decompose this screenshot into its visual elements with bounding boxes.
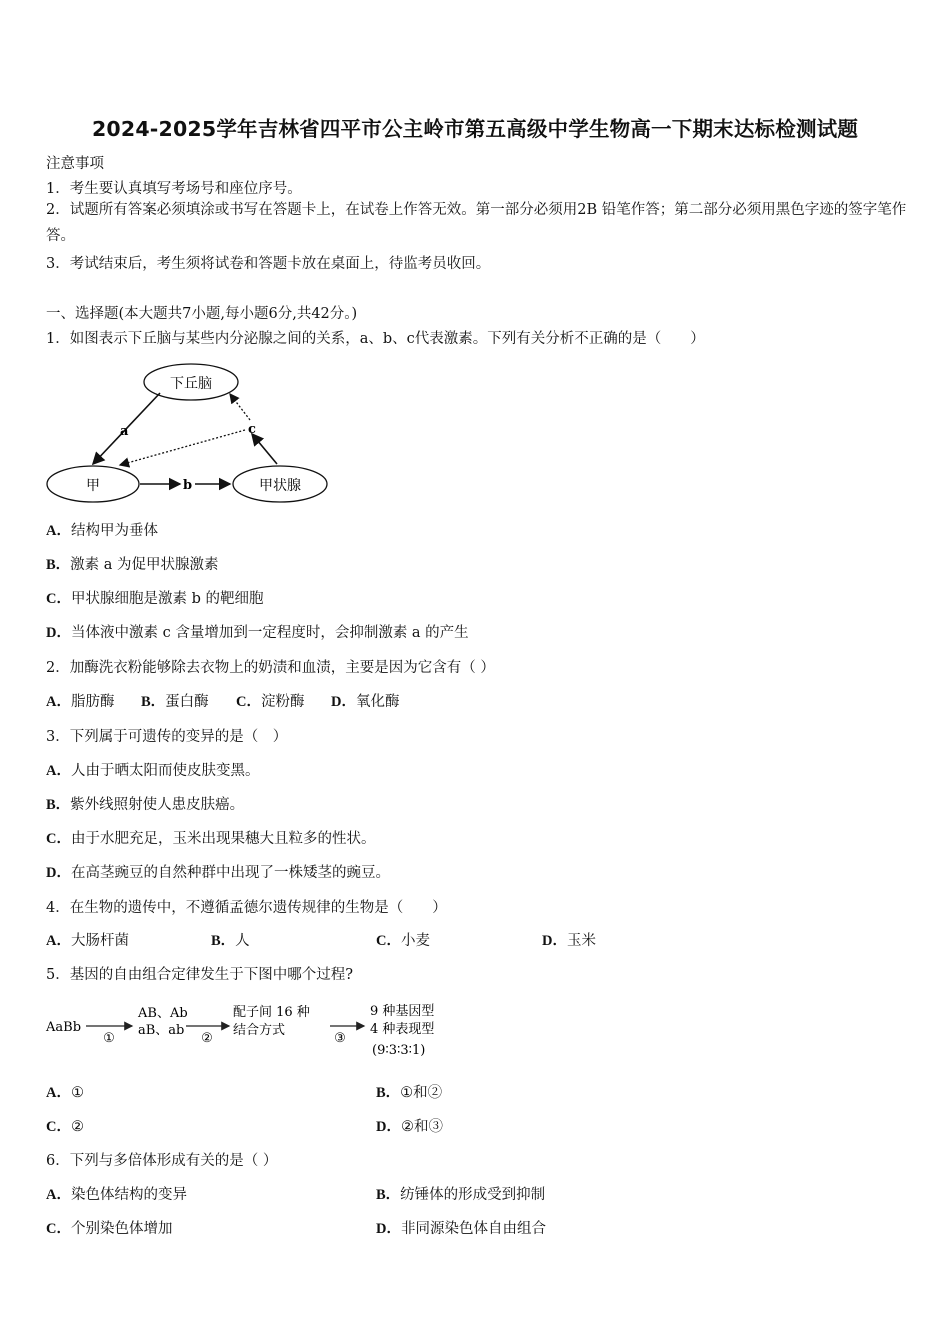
q5-option-d[interactable]: D．②和③ xyxy=(376,1119,443,1135)
q2-option-d[interactable]: D．氧化酶 xyxy=(331,694,400,710)
q5-gametes-2: aB、ab xyxy=(138,1023,185,1038)
q5-result-3: (9∶3∶3∶1) xyxy=(372,1043,426,1058)
label-b: b xyxy=(183,478,193,493)
q3-stem: 3．下列属于可遗传的变异的是（ ） xyxy=(46,729,288,745)
q3-option-b[interactable]: B．紫外线照射使人患皮肤癌。 xyxy=(46,797,245,813)
jia-label: 甲 xyxy=(86,478,100,494)
q1-stem: 1．如图表示下丘脑与某些内分泌腺之间的关系，a、b、c代表激素。下列有关分析不正确的是（ ） xyxy=(46,331,705,347)
notice-item-3: 3．考试结束后，考生须将试卷和答题卡放在桌面上，待监考员收回。 xyxy=(46,256,491,272)
q5-gametes-1: AB、Ab xyxy=(138,1006,188,1021)
q6-option-c[interactable]: C．个别染色体增加 xyxy=(46,1221,173,1237)
q4-option-d[interactable]: D．玉米 xyxy=(542,933,596,949)
q1-option-c[interactable]: C．甲状腺细胞是激素 b 的靶细胞 xyxy=(46,591,264,607)
q2-option-c[interactable]: C．淀粉酶 xyxy=(236,694,305,710)
q2-stem: 2．加酶洗衣粉能够除去衣物上的奶渍和血渍，主要是因为它含有（ ） xyxy=(46,660,495,676)
notice-heading: 注意事项 xyxy=(46,156,104,172)
q5-start: AaBb xyxy=(46,1020,82,1035)
q1-option-d[interactable]: D．当体液中激素 c 含量增加到一定程度时，会抑制激素 a 的产生 xyxy=(46,625,469,641)
q5-step-1: ① xyxy=(103,1031,115,1046)
q3-option-a[interactable]: A．人由于晒太阳而使皮肤变黑。 xyxy=(46,763,260,779)
q3-option-d[interactable]: D．在高茎豌豆的自然种群中出现了一株矮茎的豌豆。 xyxy=(46,865,390,881)
arrow-c-up xyxy=(252,434,277,464)
q2-option-b[interactable]: B．蛋白酶 xyxy=(141,694,209,710)
q1-diagram xyxy=(40,358,340,508)
q3-option-c[interactable]: C．由于水肥充足，玉米出现果穗大且粒多的性状。 xyxy=(46,831,376,847)
q5-step-2: ② xyxy=(201,1031,213,1046)
notice-item-1: 1．考生要认真填写考场号和座位序号。 xyxy=(46,181,302,197)
q6-option-a[interactable]: A．染色体结构的变异 xyxy=(46,1187,187,1203)
arrow-c-feedback-left xyxy=(120,430,245,465)
notice-item-2: 2．试题所有答案必须填涂或书写在答题卡上，在试卷上作答无效。第一部分必须用2B 铅笔作答；第二部分必须用黑色字迹的签字笔作答。 xyxy=(46,202,907,244)
q1-option-a[interactable]: A．结构甲为垂体 xyxy=(46,523,158,539)
q4-option-a[interactable]: A．大肠杆菌 xyxy=(46,933,129,949)
section-heading: 一、选择题(本大题共7小题,每小题6分,共42分。) xyxy=(46,306,358,322)
q5-diagram xyxy=(44,996,464,1062)
q2-option-a[interactable]: A．脂肪酶 xyxy=(46,694,115,710)
q5-option-c[interactable]: C．② xyxy=(46,1119,84,1135)
q5-combo-1: 配子间 16 种 xyxy=(233,1005,310,1020)
hypothalamus-label: 下丘脑 xyxy=(170,376,212,392)
arrow-c-feedback-top xyxy=(230,394,250,420)
q5-stem: 5．基因的自由组合定律发生于下图中哪个过程? xyxy=(46,967,353,983)
q6-option-b[interactable]: B．纺锤体的形成受到抑制 xyxy=(376,1187,546,1203)
q5-result-1: 9 种基因型 xyxy=(370,1004,435,1019)
q4-option-c[interactable]: C．小麦 xyxy=(376,933,430,949)
q1-option-b[interactable]: B．激素 a 为促甲状腺激素 xyxy=(46,557,219,573)
q5-option-a[interactable]: A．① xyxy=(46,1085,84,1101)
q4-option-b[interactable]: B．人 xyxy=(211,933,250,949)
thyroid-label: 甲状腺 xyxy=(259,478,301,494)
q5-combo-2: 结合方式 xyxy=(233,1023,286,1038)
q5-option-b[interactable]: B．①和② xyxy=(376,1085,443,1101)
exam-title: 2024-2025学年吉林省四平市公主岭市第五高级中学生物高一下期末达标检测试题 xyxy=(91,117,859,141)
label-c: c xyxy=(248,422,256,437)
q5-result-2: 4 种表现型 xyxy=(370,1022,435,1037)
q6-stem: 6．下列与多倍体形成有关的是（ ） xyxy=(46,1153,278,1169)
q6-option-d[interactable]: D．非同源染色体自由组合 xyxy=(376,1221,546,1237)
q4-stem: 4．在生物的遗传中，不遵循孟德尔遗传规律的生物是（ ） xyxy=(46,900,447,916)
label-a: a xyxy=(120,424,129,439)
q5-step-3: ③ xyxy=(334,1031,346,1046)
